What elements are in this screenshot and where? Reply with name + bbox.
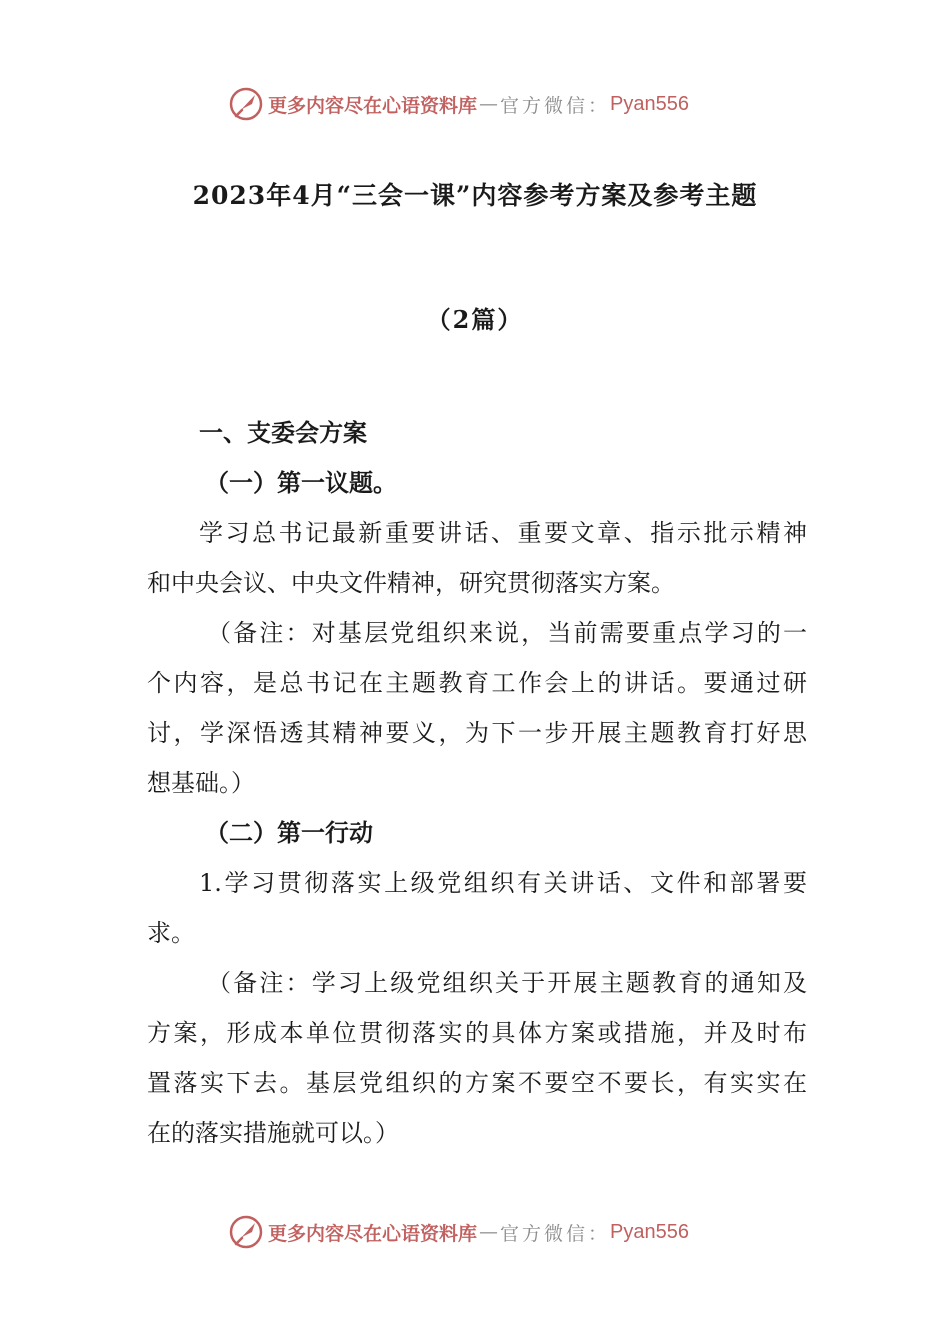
section-heading: 一、支委会方案 xyxy=(199,418,367,447)
watermark-main-text: 更多内容尽在心语资料库 xyxy=(268,1222,478,1245)
watermark-wechat-id: Pyan556 xyxy=(610,92,689,115)
item2-note-line: 方案，形成本单位贯彻落实的具体方案或措施，并及时布 xyxy=(147,1019,807,1047)
item1-note-line: （备注：对基层党组织来说，当前需要重点学习的一 xyxy=(207,619,807,647)
watermark-footer xyxy=(228,1212,689,1252)
watermark-dash: — xyxy=(479,1221,499,1243)
item2-text-line: 求。 xyxy=(147,919,195,947)
item2-text-line: 1.学习贯彻落实上级党组织有关讲话、文件和部署要 xyxy=(199,869,807,897)
document-title: 2023年4月“三会一课”内容参考方案及参考主题 xyxy=(192,181,758,210)
watermark-official-label: 官方微信： xyxy=(500,94,611,117)
item2-note-line: 在的落实措施就可以。） xyxy=(147,1119,399,1147)
item1-note-line: 讨，学深悟透其精神要义，为下一步开展主题教育打好思 xyxy=(147,719,807,747)
watermark-main-text: 更多内容尽在心语资料库 xyxy=(268,94,478,117)
item2-note-line: （备注：学习上级党组织关于开展主题教育的通知及 xyxy=(207,969,807,997)
watermark-header xyxy=(228,84,689,124)
quill-logo-icon xyxy=(228,1214,264,1250)
watermark-dash: — xyxy=(479,93,499,115)
watermark-wechat-id: Pyan556 xyxy=(610,1220,689,1243)
item1-text-line: 学习总书记最新重要讲话、重要文章、指示批示精神 xyxy=(199,519,807,547)
item1-text-line: 和中央会议、中央文件精神，研究贯彻落实方案。 xyxy=(147,569,675,597)
quill-logo-icon xyxy=(228,86,264,122)
item1-note-line: 个内容，是总书记在主题教育工作会上的讲话。要通过研 xyxy=(147,669,807,697)
watermark-official-label: 官方微信： xyxy=(500,1222,611,1245)
item1-heading: （一）第一议题。 xyxy=(205,468,397,497)
document-body xyxy=(147,408,807,1158)
item2-heading: （二）第一行动 xyxy=(205,818,373,847)
item2-note-line: 置落实下去。基层党组织的方案不要空不要长，有实实在 xyxy=(147,1069,807,1097)
document-subtitle: （2篇） xyxy=(426,305,524,334)
item1-note-line: 想基础。） xyxy=(147,769,255,797)
